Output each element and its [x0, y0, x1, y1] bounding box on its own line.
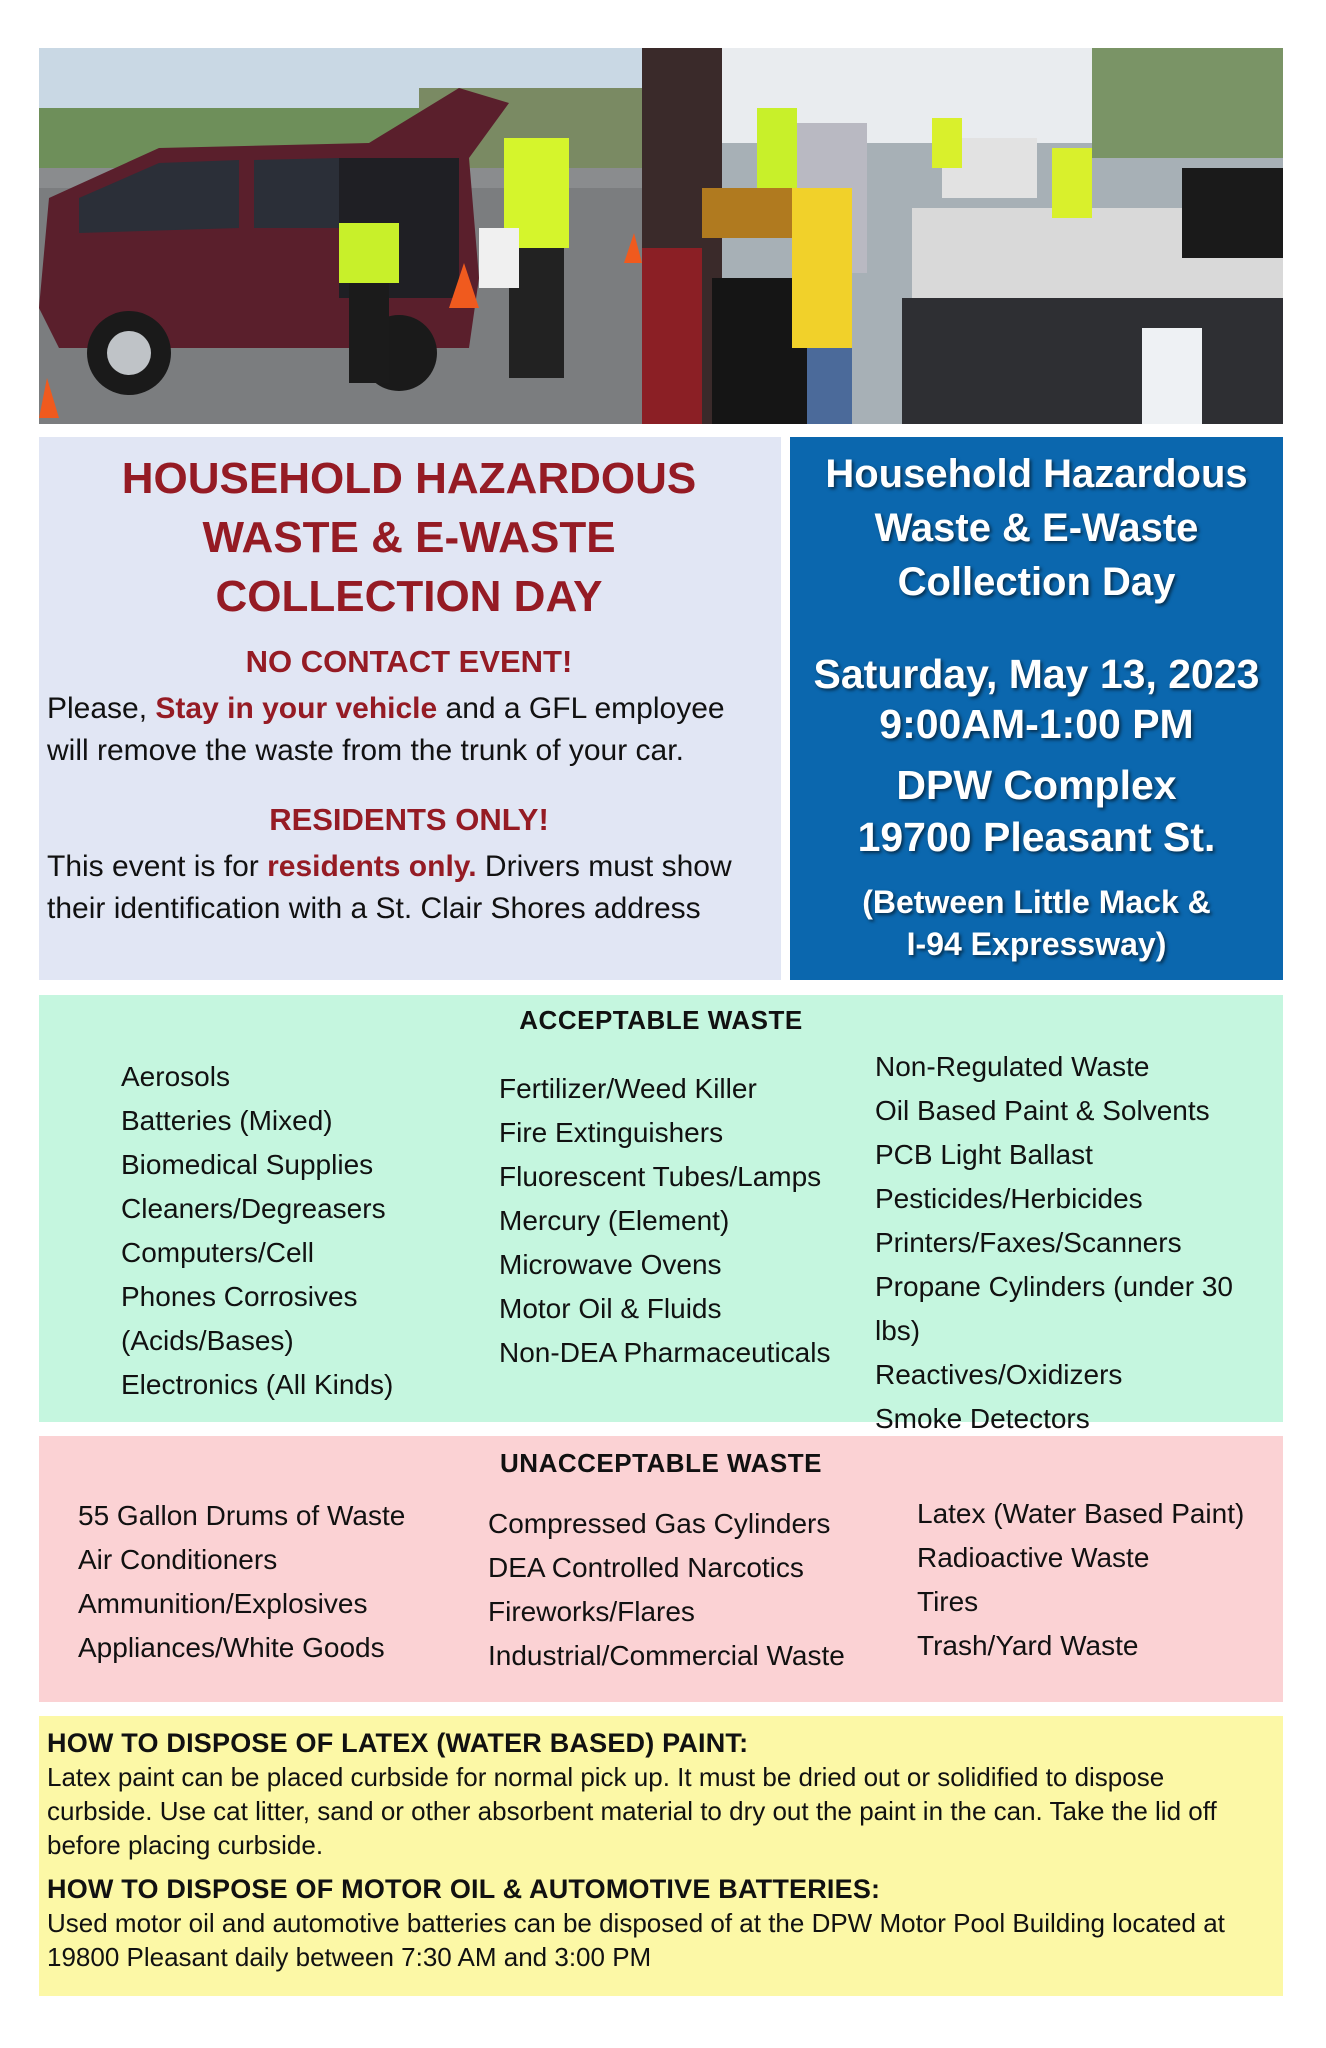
residents-text-before: This event is for	[47, 850, 268, 883]
acceptable-waste-title: ACCEPTABLE WASTE	[519, 1005, 803, 1035]
event-title-line: Household Hazardous	[825, 452, 1248, 496]
acceptable-column-1	[121, 1055, 393, 1407]
motor-oil-text: Used motor oil and automotive batteries can be disposed of at the DPW Motor Pool Building located at 19800 Pleasant daily between 7:30 AM and 3:00 PM	[47, 1908, 1225, 1972]
unacceptable-waste-title: UNACCEPTABLE WASTE	[500, 1448, 822, 1478]
photo-collection-tables	[642, 48, 1283, 424]
disposal-instructions	[39, 1716, 1283, 1996]
stay-in-vehicle-highlight: Stay in your vehicle	[155, 692, 438, 725]
no-contact-text	[47, 688, 771, 772]
list-item: Non-Regulated Waste	[875, 1051, 1150, 1082]
motor-oil-heading: HOW TO DISPOSE OF MOTOR OIL & AUTOMOTIVE BATTERIES:	[47, 1874, 881, 1904]
unacceptable-column-3	[917, 1492, 1244, 1668]
event-date: Saturday, May 13, 2023	[813, 651, 1260, 697]
event-title-line: Waste & E-Waste	[874, 506, 1199, 550]
unacceptable-column-2	[488, 1502, 845, 1678]
list-item: Batteries (Mixed)	[121, 1105, 333, 1136]
event-info-panel	[39, 437, 781, 980]
event-cross-streets	[790, 881, 1283, 965]
list-item: Printers/Faxes/Scanners	[875, 1227, 1182, 1258]
event-title-line: Collection Day	[897, 560, 1176, 604]
list-item: Microwave Ovens	[499, 1249, 722, 1280]
list-item: Smoke Detectors	[875, 1403, 1090, 1434]
list-item: Biomedical Supplies	[121, 1149, 374, 1180]
no-contact-text-after: and a GFL employee will remove the waste from the trunk of your car.	[47, 692, 725, 767]
photo-car-trunk-dropoff	[39, 48, 642, 424]
event-box-title	[790, 447, 1283, 609]
title-line: WASTE & E-WASTE	[202, 513, 616, 562]
cross-streets-line: (Between Little Mack &	[862, 884, 1211, 920]
page-title	[47, 449, 771, 626]
event-date-time	[790, 649, 1283, 749]
list-item: Mercury (Element)	[499, 1205, 730, 1236]
list-item: Reactives/Oxidizers	[875, 1359, 1123, 1390]
list-item: DEA Controlled Narcotics	[488, 1552, 804, 1583]
list-item: PCB Light Ballast	[875, 1139, 1093, 1170]
list-item: Pesticides/Herbicides	[875, 1183, 1143, 1214]
event-location	[790, 759, 1283, 863]
residents-heading: RESIDENTS ONLY!	[269, 802, 549, 837]
acceptable-waste-section	[39, 995, 1283, 1434]
list-item: Aerosols	[121, 1061, 230, 1092]
list-item: Latex (Water Based Paint)	[917, 1498, 1245, 1529]
list-item: Tires	[917, 1586, 979, 1617]
header-photos	[39, 48, 1283, 424]
list-item: Phones Corrosives	[121, 1281, 358, 1312]
acceptable-column-2	[499, 1067, 830, 1375]
list-item: Fertilizer/Weed Killer	[499, 1073, 757, 1104]
event-time: 9:00AM-1:00 PM	[879, 701, 1194, 747]
list-item: Ammunition/Explosives	[78, 1588, 368, 1619]
residents-text	[47, 846, 771, 930]
list-item: Computers/Cell	[121, 1237, 314, 1268]
list-item: Radioactive Waste	[917, 1542, 1150, 1573]
residents-only-highlight: residents only.	[267, 850, 477, 883]
list-item: Electronics (All Kinds)	[121, 1369, 394, 1400]
latex-paint-heading: HOW TO DISPOSE OF LATEX (WATER BASED) PAINT:	[47, 1728, 749, 1758]
list-item: Industrial/Commercial Waste	[488, 1640, 845, 1671]
list-item: Non-DEA Pharmaceuticals	[499, 1337, 831, 1368]
list-item: Appliances/White Goods	[78, 1632, 385, 1663]
list-item: Oil Based Paint & Solvents	[875, 1095, 1210, 1126]
cross-streets-line: I-94 Expressway)	[906, 926, 1167, 962]
list-item: Compressed Gas Cylinders	[488, 1508, 831, 1539]
residents-text-after: Drivers must show their identification with a St. Clair Shores address	[47, 850, 732, 925]
event-details-box	[790, 437, 1283, 980]
list-item: (Acids/Bases)	[121, 1325, 294, 1356]
list-item: Air Conditioners	[78, 1544, 278, 1575]
list-item: Fireworks/Flares	[488, 1596, 695, 1627]
location-line: 19700 Pleasant St.	[857, 814, 1216, 860]
no-contact-text-before: Please,	[47, 692, 156, 725]
unacceptable-waste-section	[39, 1436, 1283, 1702]
no-contact-heading: NO CONTACT EVENT!	[245, 644, 573, 679]
unacceptable-column-1	[78, 1494, 405, 1670]
list-item: Propane Cylinders (under 30 lbs)	[875, 1271, 1233, 1346]
list-item: Cleaners/Degreasers	[121, 1193, 386, 1224]
location-line: DPW Complex	[896, 762, 1177, 808]
latex-paint-text: Latex paint can be placed curbside for normal pick up. It must be dried out or solidified to dispose curbside. Use cat litter, sand or other absorbent material to dry out the paint in the can. Take the lid off before placing curbside.	[47, 1762, 1217, 1860]
title-line: COLLECTION DAY	[215, 572, 603, 621]
list-item: Fire Extinguishers	[499, 1117, 724, 1148]
acceptable-column-3	[875, 1045, 1283, 1441]
title-line: HOUSEHOLD HAZARDOUS	[121, 454, 697, 503]
list-item: Fluorescent Tubes/Lamps	[499, 1161, 822, 1192]
list-item: 55 Gallon Drums of Waste	[78, 1500, 406, 1531]
list-item: Trash/Yard Waste	[917, 1630, 1139, 1661]
list-item: Motor Oil & Fluids	[499, 1293, 722, 1324]
